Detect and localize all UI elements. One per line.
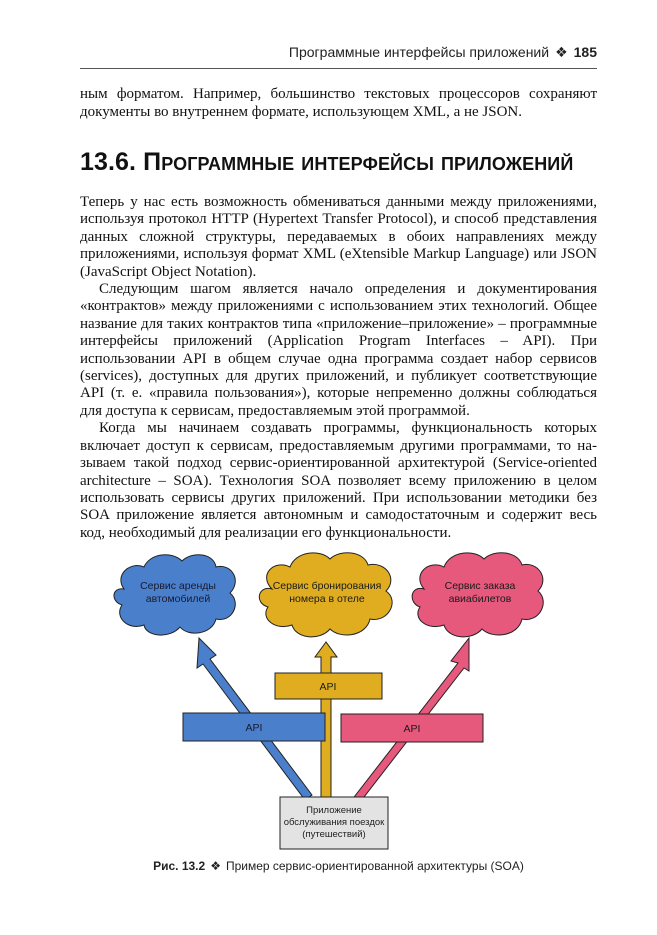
caption-text: Пример сервис-ориентированной архитектуры (SOA) [225, 859, 524, 873]
cloud-flight-booking-line1: Сервис заказа [444, 580, 516, 592]
soa-figure [108, 545, 568, 855]
cloud-hotel-booking-line2: номера в отеле [289, 593, 365, 605]
api-box-center [275, 673, 382, 699]
api-center-label: API [319, 681, 337, 693]
figure-label: Рис. 13.2 [153, 859, 206, 873]
travel-app-box [280, 797, 388, 849]
section-number: 13.6. [80, 148, 137, 176]
app-box-line2: обслуживания поездок [283, 817, 385, 828]
header-separator-icon: ❖ [555, 44, 568, 60]
app-box-line1: Приложение [306, 805, 362, 816]
running-header [80, 44, 597, 66]
cloud-flight-booking [412, 553, 543, 637]
header-rule [80, 68, 597, 69]
cloud-flight-booking-line2: авиабилетов [448, 593, 512, 605]
cloud-car-rental-line2: автомобилей [145, 593, 211, 605]
app-box-line3: (путешествий) [302, 829, 366, 840]
section-title: Программные интерфейсы приложений [143, 148, 574, 176]
cloud-hotel-booking-line1: Сервис бронирования [272, 580, 382, 592]
body-paragraph-2: Следующим шагом является начало определения и документирования «контрактов» между приложениями с использованием этих технологий. Общее название для таких контрактов типа «приложение–приложение» – программные интерфейсы приложений (Application Program Interfaces – API). При использовании API в общем случае одна программа создает набор сервисов (services), доступных для других приложений, и публикует соответствующие API (т. е. «правила пользования»), которые непременно должны соблюдаться для доступа к сервисам, предоставляемым этой программой. [80, 281, 597, 419]
section-heading [80, 146, 600, 178]
intro-paragraph: ным форматом. Например, большинство текстовых процессоров сохраняют документы во внутреннем формате, использующем XML, а не JSON. [80, 86, 597, 120]
page-number: 185 [573, 44, 597, 60]
cloud-car-rental [114, 555, 235, 635]
figure-caption [80, 859, 597, 873]
body-text [80, 194, 597, 542]
body-paragraph-1: Теперь у нас есть возможность обмениваться данными между приложениями, используя протокол HTTP (Hypertext Transfer Protocol), и способ представления данных сложной структуры, передаваемых в обоих направлениях между приложениями, используя формат XML (eXtensible Markup Language) или JSON (JavaScript Object Notation). [80, 194, 597, 280]
api-box-right [341, 714, 483, 742]
cloud-car-rental-line1: Сервис аренды [140, 580, 216, 592]
api-box-left [183, 713, 325, 741]
caption-separator-icon: ❖ [210, 859, 221, 873]
api-left-label: API [245, 722, 263, 734]
cloud-hotel-booking [259, 553, 392, 637]
running-title: Программные интерфейсы приложений [288, 44, 550, 60]
body-paragraph-3: Когда мы начинаем создавать программы, функциональность которых включает доступ к сервисам, предоставляемым другими программами, то называем такой подход сервис-ориентированной архитектурой (Service-oriented architecture – SOA). Технология SOA позволяет всему приложению в целом использовать сервисы других приложений. При использовании методики без SOA приложение является автономным и самодостаточным и содержит весь код, необходимый для реализации его функциональности. [80, 420, 597, 541]
api-right-label: API [403, 723, 421, 735]
soa-diagram [108, 545, 568, 855]
